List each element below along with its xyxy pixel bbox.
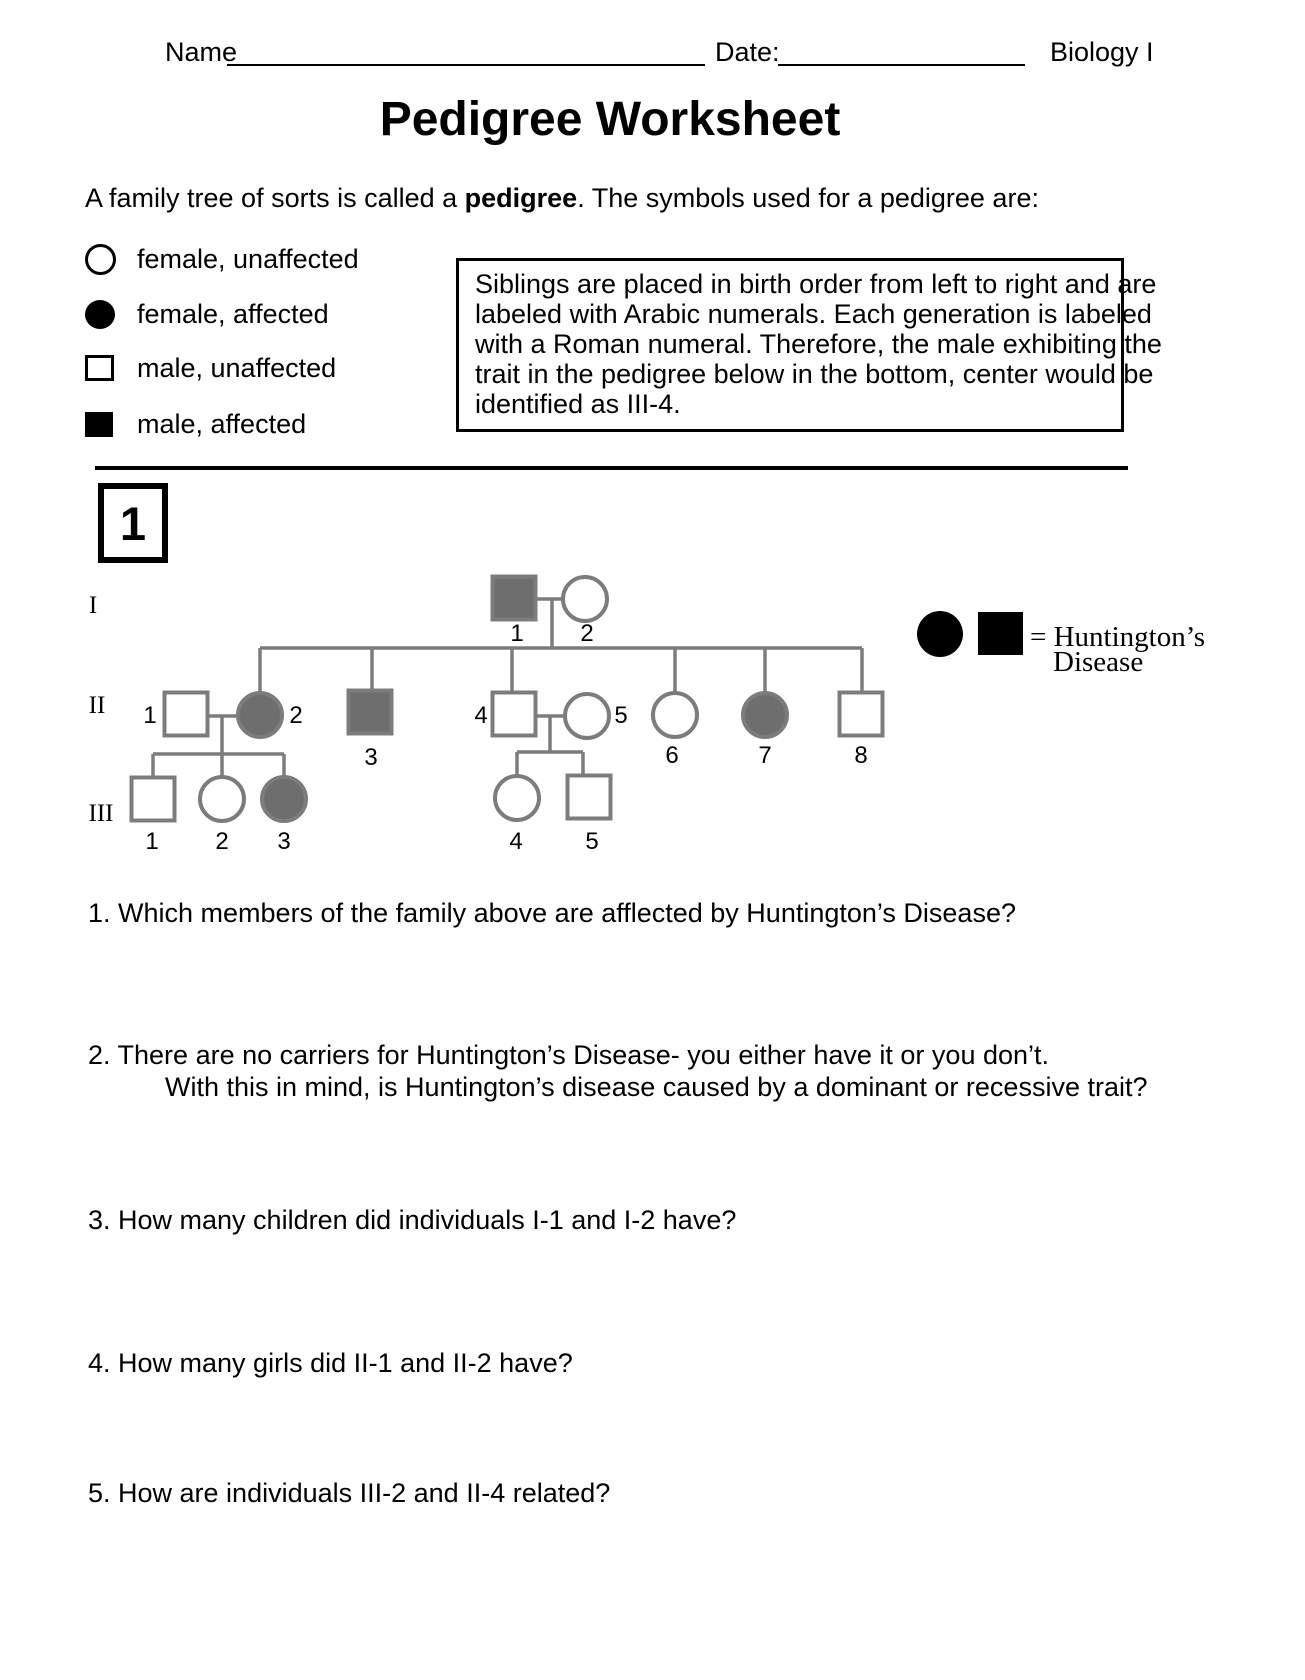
individual-number-label-II-8: 8 [854,742,868,769]
question-2-line2: With this in mind, is Huntington’s disease caused by a dominant or recessive trait? [165,1072,1148,1102]
pedigree-individual-III-5-unaffected [568,776,611,819]
question-4: 4. How many girls did II-1 and II-2 have? [88,1348,573,1378]
square-filled-symbol-icon [85,412,119,437]
generation-label-II: II [88,692,106,719]
question-3: 3. How many children did individuals I-1 and I-2 have? [88,1205,737,1235]
page-title: Pedigree Worksheet [379,93,841,146]
info-box-line: with a Roman numeral. Therefore, the male exhibiting the [475,329,1162,359]
key-label: male, unaffected [137,352,337,383]
pedigree-individual-II-3-affected [349,691,392,734]
question-5: 5. How are individuals III-2 and II-4 related? [88,1478,611,1508]
individual-number-label-III-5: 5 [585,828,599,855]
key-row-female-unaffected [85,242,359,276]
disease-key-text-line2: Disease [1053,646,1144,678]
key-row-male-affected [85,407,306,441]
individual-number-label-I-2: 2 [580,620,594,647]
individual-number-label-II-2: 2 [289,702,303,729]
info-box-line: trait in the pedigree below in the bottom, center would be [475,359,1154,389]
pedigree-individual-II-1-unaffected [165,693,208,736]
circle-filled-symbol-icon [85,300,119,329]
info-box-line: Siblings are placed in birth order from left to right and are [475,269,1157,299]
section-divider [95,466,1128,470]
pedigree-individual-III-3-affected [262,777,306,821]
pedigree-individual-III-2-unaffected [200,777,244,821]
generation-label-III: III [88,800,114,827]
pedigree-individual-II-4-unaffected [493,693,536,736]
key-shape [85,355,114,381]
date-blank-line[interactable] [778,62,1025,66]
key-shape [85,412,113,437]
pedigree-individual-II-6-unaffected [653,693,697,737]
course-label: Biology I [1050,37,1154,67]
individual-number-label-III-2: 2 [215,828,229,855]
intro-post: . The symbols used for a pedigree are: [577,183,1039,213]
intro-pre: A family tree of sorts is called a [85,183,465,213]
circle-symbol-icon [85,244,119,275]
key-row-male-unaffected [85,351,336,385]
individual-number-label-III-1: 1 [145,828,159,855]
problem-number: 1 [119,496,147,550]
info-box-line: identified as III-4. [475,389,681,419]
disease-key-square-icon [978,612,1023,655]
individual-number-label-I-1: 1 [510,620,524,647]
question-2: 2. There are no carriers for Huntington’s Disease- you either have it or you don’t. [88,1040,1050,1070]
disease-key-text-line1: = Huntington’s [1030,621,1205,653]
generation-label-I: I [88,592,98,619]
individual-number-label-III-4: 4 [509,828,523,855]
question-1: 1. Which members of the family above are afflected by Huntington’s Disease? [88,898,1016,928]
key-label: female, unaffected [137,243,359,274]
intro-text [85,183,1039,214]
pedigree-individual-II-8-unaffected [840,693,883,736]
pedigree-individual-III-1-unaffected [132,778,175,821]
intro-bold-word: pedigree [464,183,578,213]
individual-number-label-II-5: 5 [614,702,628,729]
key-label: female, affected [137,298,329,329]
square-symbol-icon [85,355,119,381]
name-blank-line[interactable] [227,62,705,66]
key-row-female-affected [85,297,329,331]
individual-number-label-II-7: 7 [758,742,772,769]
individual-number-label-II-1: 1 [143,702,157,729]
individual-number-label-III-3: 3 [277,828,291,855]
individual-number-label-II-6: 6 [665,742,679,769]
info-box [456,258,1162,432]
pedigree-individual-III-4-unaffected [495,776,539,820]
individual-number-label-II-4: 4 [474,702,488,729]
disease-key-circle-icon [917,611,963,657]
individual-number-label-II-3: 3 [364,744,378,771]
date-label: Date: [715,37,780,67]
pedigree-individual-I-1-affected [493,577,536,620]
key-shape [85,300,115,329]
pedigree-diagram [0,530,1205,860]
pedigree-individual-II-7-affected [743,693,787,737]
pedigree-individual-II-2-affected [238,693,282,737]
key-shape [85,244,116,275]
pedigree-individual-II-5-unaffected [565,694,609,738]
name-label: Name [165,37,238,67]
info-box-line: labeled with Arabic numerals. Each generation is labeled [475,299,1152,329]
key-label: male, affected [137,408,307,439]
pedigree-individual-I-2-unaffected [563,577,607,621]
